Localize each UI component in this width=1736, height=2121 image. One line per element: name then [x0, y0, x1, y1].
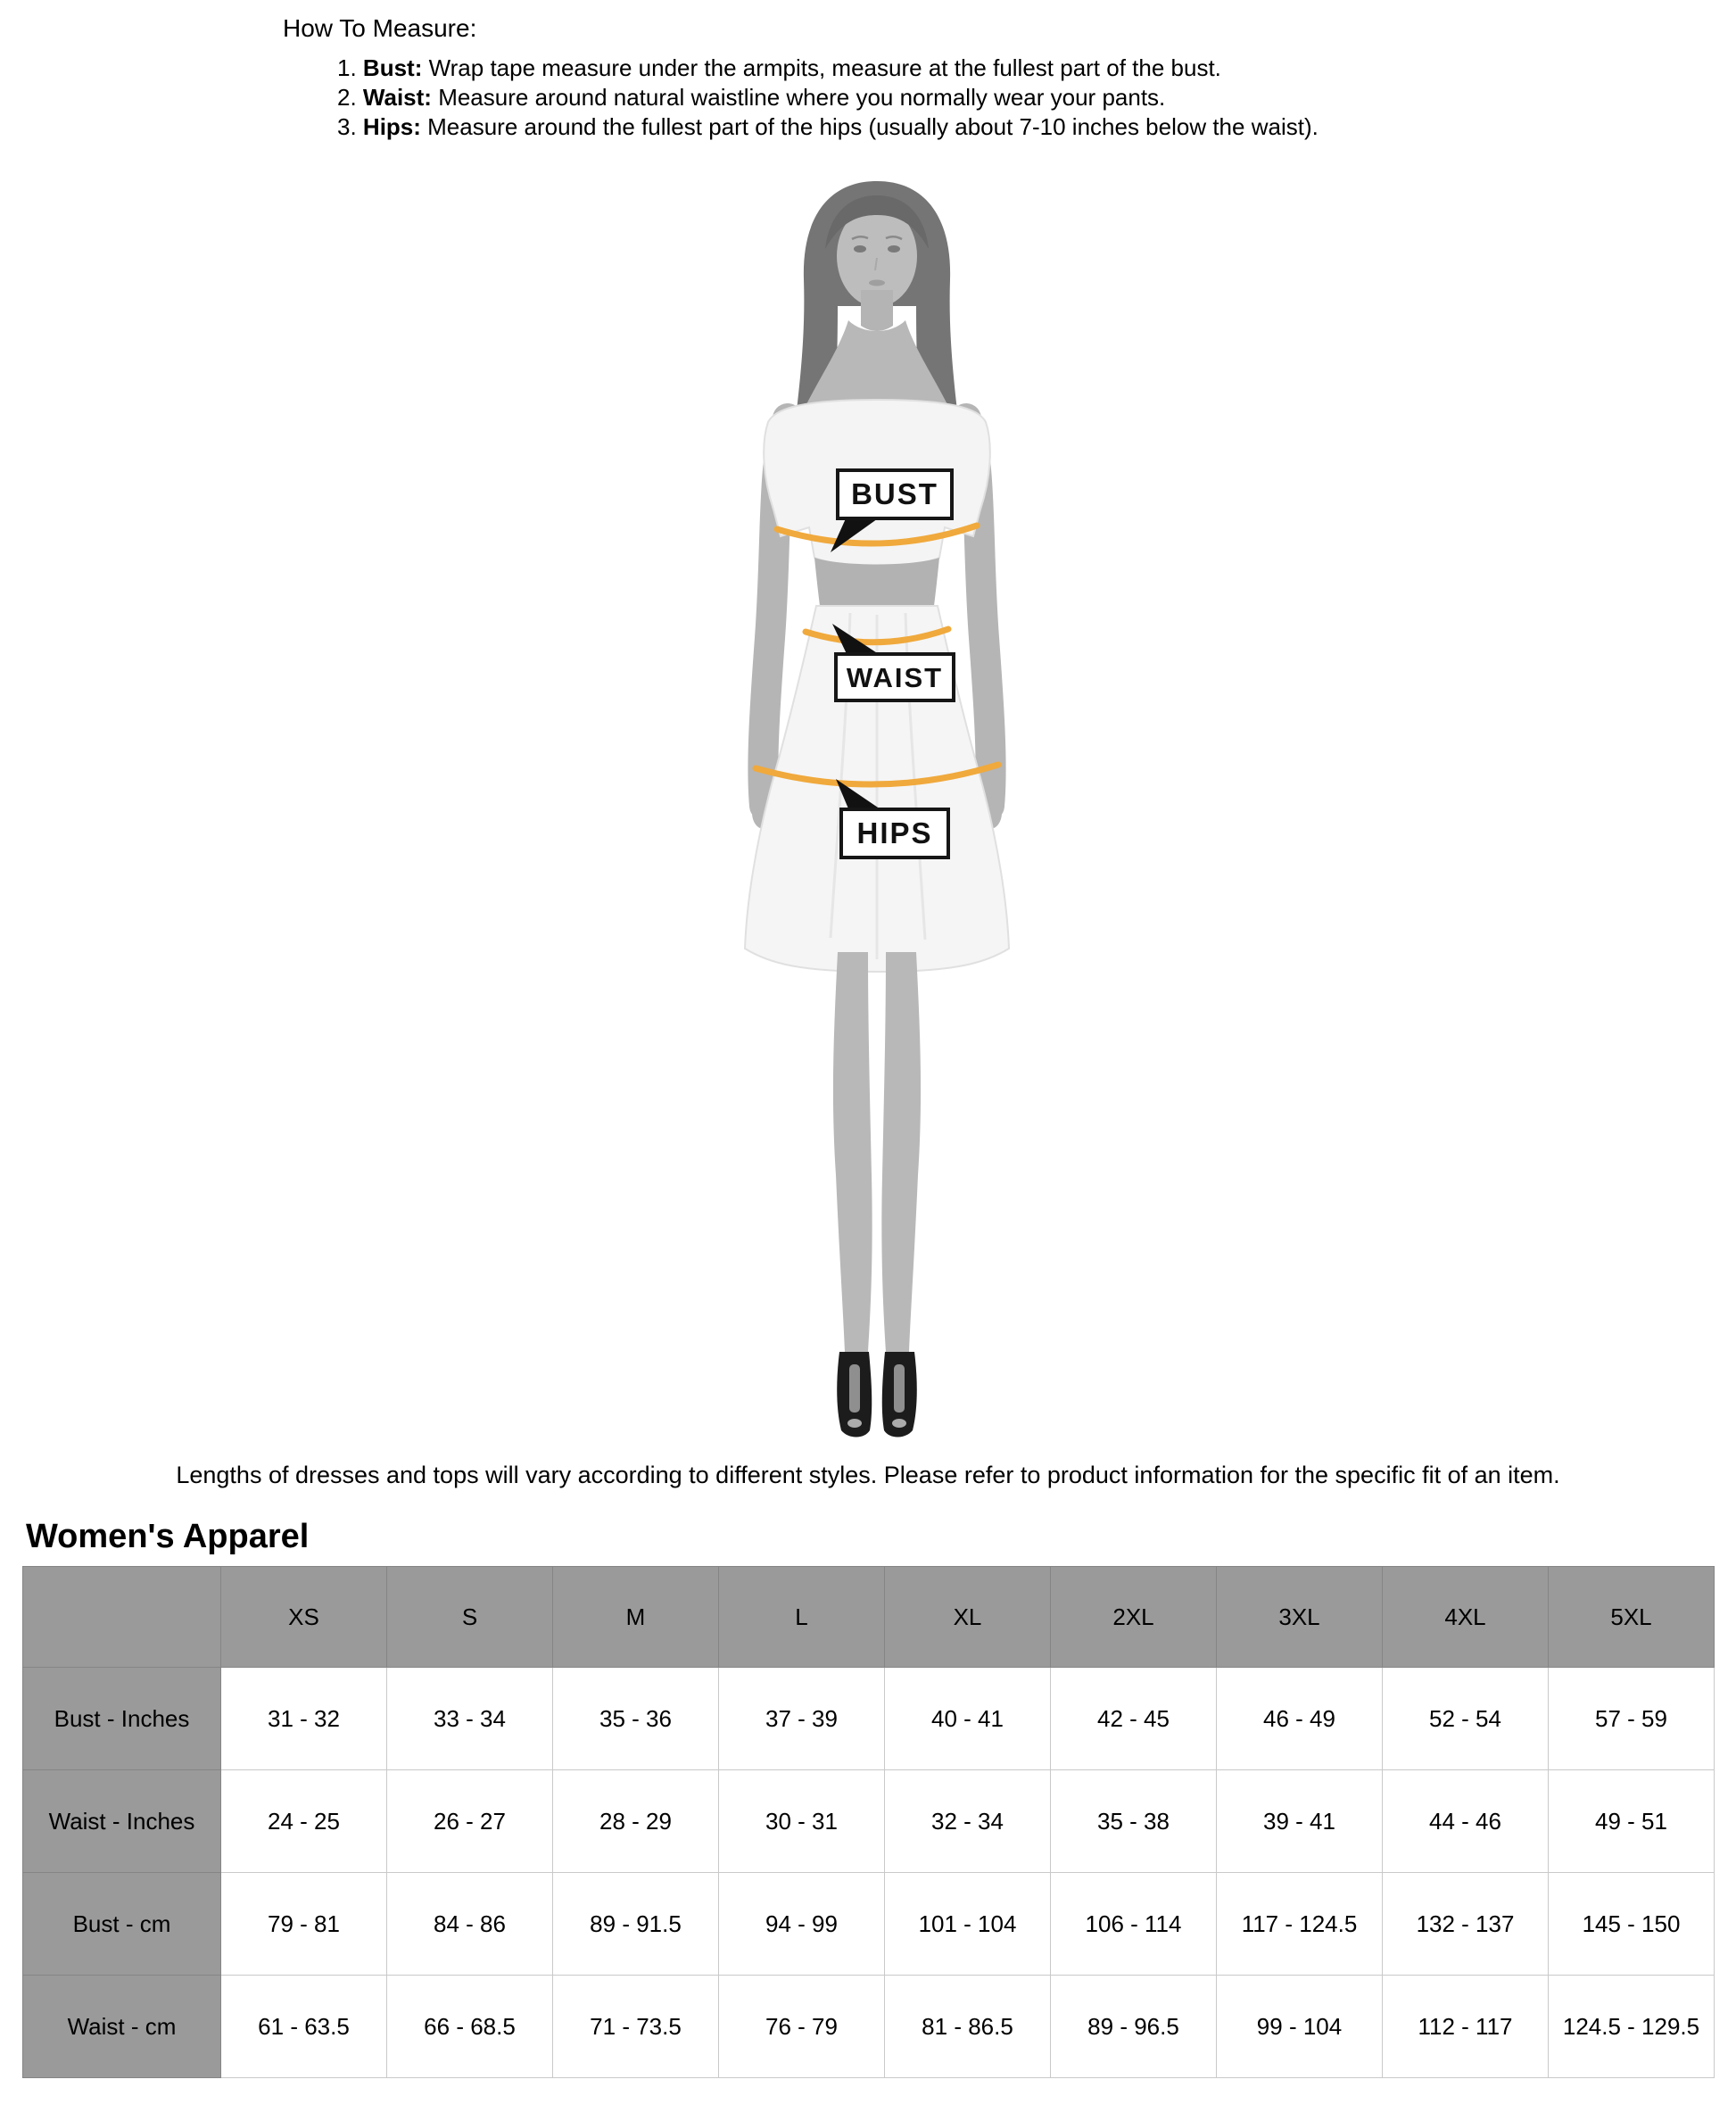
size-value: 32 - 34 — [885, 1770, 1051, 1873]
size-value: 57 - 59 — [1549, 1668, 1715, 1770]
lips — [869, 280, 885, 286]
right-shoe-toes — [892, 1419, 906, 1428]
right-eye — [888, 245, 900, 253]
size-value: 35 - 38 — [1051, 1770, 1217, 1873]
size-value: 94 - 99 — [719, 1873, 885, 1976]
size-value: 42 - 45 — [1051, 1668, 1217, 1770]
measurement-figure — [672, 149, 1082, 1445]
size-value: 117 - 124.5 — [1217, 1873, 1383, 1976]
size-value: 31 - 32 — [221, 1668, 387, 1770]
how-to-measure-list — [337, 54, 1736, 142]
size-col-header: XS — [221, 1567, 387, 1668]
waist-label-text: WAIST — [846, 662, 944, 693]
step-text: Wrap tape measure under the armpits, measure at the fullest part of the bust. — [422, 54, 1221, 81]
size-value: 33 - 34 — [387, 1668, 553, 1770]
left-eye — [854, 245, 866, 253]
size-value: 124.5 - 129.5 — [1549, 1976, 1715, 2078]
row-label: Waist - Inches — [23, 1770, 221, 1873]
right-leg — [881, 952, 921, 1352]
row-label: Bust - cm — [23, 1873, 221, 1976]
size-col-header: 2XL — [1051, 1567, 1217, 1668]
model-illustration — [672, 149, 1082, 1445]
size-col-header: 3XL — [1217, 1567, 1383, 1668]
left-leg — [833, 952, 872, 1352]
left-shoe-toes — [847, 1419, 862, 1428]
size-col-header: L — [719, 1567, 885, 1668]
step-term: Bust: — [362, 54, 423, 81]
size-value: 37 - 39 — [719, 1668, 885, 1770]
how-to-measure-title: How To Measure: — [283, 14, 477, 42]
size-value: 89 - 96.5 — [1051, 1976, 1217, 2078]
size-value: 81 - 86.5 — [885, 1976, 1051, 2078]
hips-label-text: HIPS — [856, 816, 933, 849]
size-chart-table — [22, 1566, 1715, 2078]
midriff — [814, 558, 939, 606]
size-value: 52 - 54 — [1383, 1668, 1549, 1770]
size-value: 84 - 86 — [387, 1873, 553, 1976]
size-value: 132 - 137 — [1383, 1873, 1549, 1976]
size-value: 66 - 68.5 — [387, 1976, 553, 2078]
row-label: Bust - Inches — [23, 1668, 221, 1770]
size-col-header: 4XL — [1383, 1567, 1549, 1668]
size-value: 79 - 81 — [221, 1873, 387, 1976]
size-value: 76 - 79 — [719, 1976, 885, 2078]
size-value: 112 - 117 — [1383, 1976, 1549, 2078]
size-value: 99 - 104 — [1217, 1976, 1383, 2078]
size-value: 101 - 104 — [885, 1873, 1051, 1976]
step-number: 1. — [337, 54, 363, 81]
table-row-waist-cm — [23, 1976, 1715, 2078]
table-row-waist-inches — [23, 1770, 1715, 1873]
step-term: Waist: — [362, 84, 432, 111]
step-term: Hips: — [362, 113, 421, 140]
size-value: 28 - 29 — [553, 1770, 719, 1873]
size-value: 26 - 27 — [387, 1770, 553, 1873]
size-value: 40 - 41 — [885, 1668, 1051, 1770]
size-value: 49 - 51 — [1549, 1770, 1715, 1873]
size-value: 71 - 73.5 — [553, 1976, 719, 2078]
fit-note: Lengths of dresses and tops will vary according to different styles. Please refer to product information for the specific fit of an item. — [176, 1462, 1560, 1488]
measure-step-bust — [337, 54, 1736, 83]
corner-cell — [23, 1567, 221, 1668]
size-value: 24 - 25 — [221, 1770, 387, 1873]
row-label: Waist - cm — [23, 1976, 221, 2078]
size-value: 61 - 63.5 — [221, 1976, 387, 2078]
measure-step-hips — [337, 112, 1736, 142]
step-text: Measure around natural waistline where you normally wear your pants. — [431, 84, 1166, 111]
size-value: 39 - 41 — [1217, 1770, 1383, 1873]
right-shoe-chain — [894, 1364, 905, 1413]
size-value: 44 - 46 — [1383, 1770, 1549, 1873]
size-value: 106 - 114 — [1051, 1873, 1217, 1976]
bust-label-text: BUST — [851, 477, 938, 510]
table-row-bust-inches — [23, 1668, 1715, 1770]
left-shoe-chain — [849, 1364, 860, 1413]
size-value: 145 - 150 — [1549, 1873, 1715, 1976]
table-row-bust-cm — [23, 1873, 1715, 1976]
size-chart-title: Women's Apparel — [26, 1518, 310, 1555]
size-value: 89 - 91.5 — [553, 1873, 719, 1976]
size-col-header: XL — [885, 1567, 1051, 1668]
size-col-header: S — [387, 1567, 553, 1668]
size-value: 30 - 31 — [719, 1770, 885, 1873]
step-number: 2. — [337, 84, 363, 111]
neck — [861, 290, 893, 331]
size-col-header: M — [553, 1567, 719, 1668]
size-value: 46 - 49 — [1217, 1668, 1383, 1770]
step-text: Measure around the fullest part of the hips (usually about 7-10 inches below the waist). — [420, 113, 1319, 140]
size-value: 35 - 36 — [553, 1668, 719, 1770]
measure-step-waist — [337, 83, 1736, 112]
size-col-header: 5XL — [1549, 1567, 1715, 1668]
size-header-row — [23, 1567, 1715, 1668]
step-number: 3. — [337, 113, 363, 140]
